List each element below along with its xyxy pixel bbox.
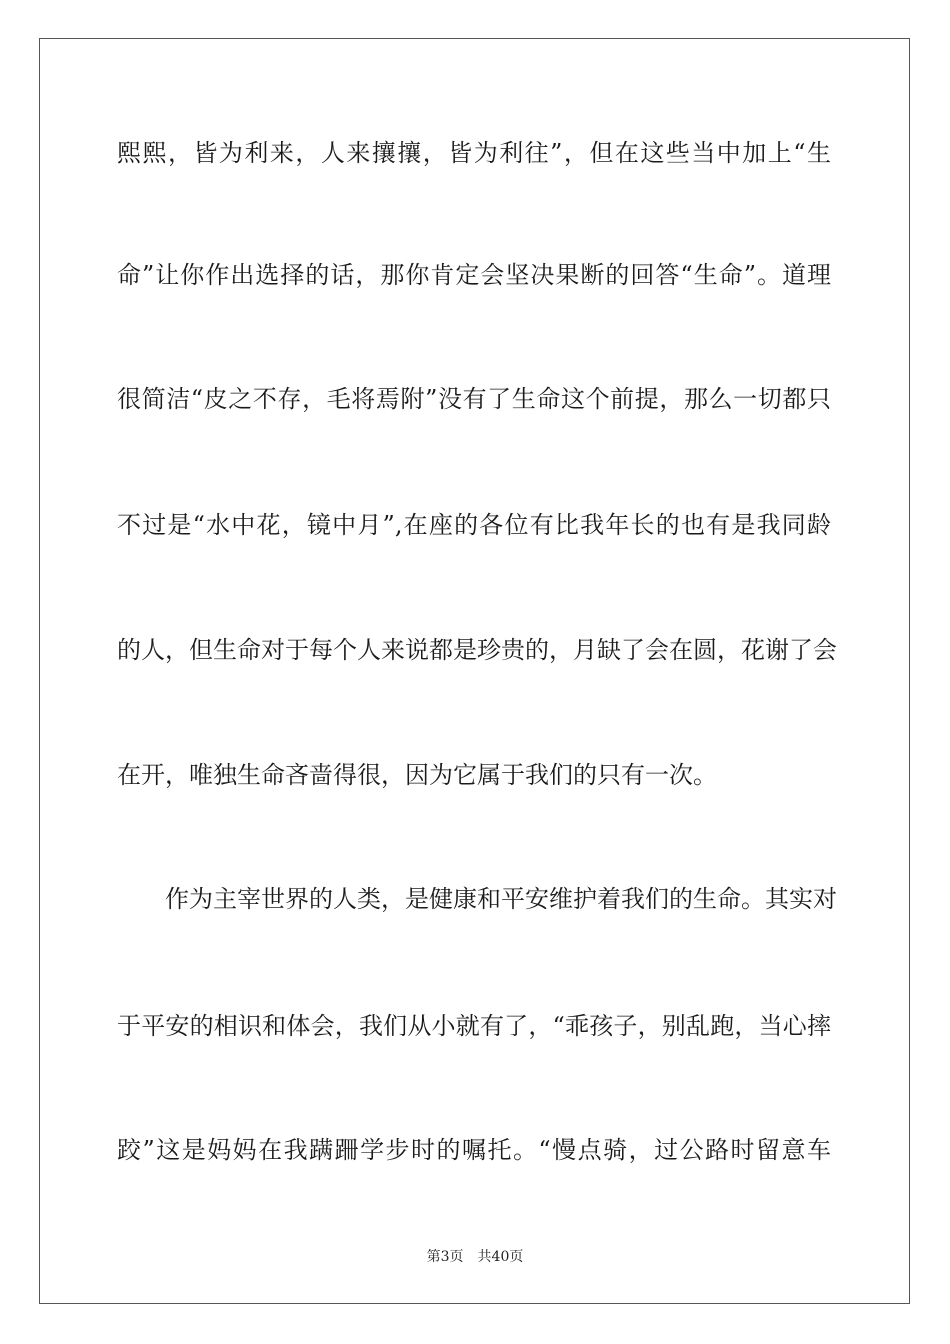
paragraph-first-line: 作为主宰世界的人类，是健康和平安维护着我们的生命。其实对 bbox=[165, 885, 837, 913]
body-text-line: 于平安的相识和体会，我们从小就有了，“乖孩子，别乱跑，当心摔 bbox=[117, 1012, 831, 1040]
body-text-line: 的人，但生命对于每个人来说都是珍贵的，月缺了会在圆，花谢了会 bbox=[117, 636, 837, 664]
page-border bbox=[39, 38, 910, 1304]
body-text-line: 很简洁“皮之不存，毛将焉附”没有了生命这个前提，那么一切都只 bbox=[117, 385, 831, 413]
body-text-line: 不过是“水中花，镜中月”,在座的各位有比我年长的也有是我同龄 bbox=[117, 511, 831, 539]
body-text-line: 跤”这是妈妈在我蹒跚学步时的嘱托。“慢点骑，过公路时留意车 bbox=[117, 1136, 831, 1164]
body-text-line: 在开，唯独生命吝啬得很，因为它属于我们的只有一次。 bbox=[117, 761, 717, 789]
body-text-line: 熙熙，皆为利来，人来攘攘，皆为利往”，但在这些当中加上“生 bbox=[117, 139, 831, 167]
page-number-footer: 第3页 共40页 bbox=[426, 1249, 524, 1265]
body-text-line: 命”让你作出选择的话，那你肯定会坚决果断的回答“生命”。道理 bbox=[117, 261, 831, 289]
